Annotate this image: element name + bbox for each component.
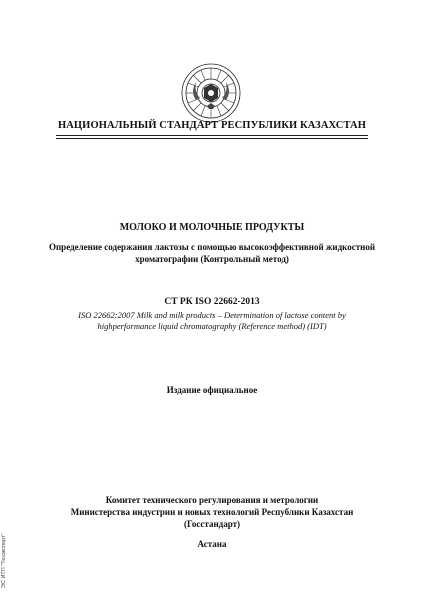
state-emblem-icon bbox=[180, 62, 242, 124]
publisher-block bbox=[40, 494, 384, 530]
standard-title: НАЦИОНАЛЬНЫЙ СТАНДАРТ РЕСПУБЛИКИ КАЗАХСТАН bbox=[57, 120, 367, 131]
margin-watermark: ЭС ИТП "Техэксперт" bbox=[1, 533, 7, 588]
publication-city: Астана bbox=[197, 539, 227, 549]
iso-reference-line-1: ISO 22662:2007 Milk and milk products – Determination of lactose content by bbox=[78, 310, 346, 320]
iso-reference bbox=[50, 310, 374, 332]
subtitle-line-1: Определение содержания лактозы с помощью высокоэффективной жидкостной bbox=[49, 242, 375, 252]
publisher-line-1: Комитет технического регулирования и метрологии bbox=[105, 495, 319, 505]
iso-reference-line-2: highperformance liquid chromatography (Reference method) (IDT) bbox=[97, 321, 327, 331]
standard-code: СТ РК ISO 22662-2013 bbox=[164, 297, 260, 307]
title-rule-thick bbox=[56, 135, 368, 136]
edition-label: Издание официальное bbox=[166, 385, 258, 395]
publisher-line-3: (Госстандарт) bbox=[184, 519, 240, 529]
document-title: МОЛОКО И МОЛОЧНЫЕ ПРОДУКТЫ bbox=[119, 222, 305, 233]
publisher-line-2: Министерства индустрии и новых технологий Республики Казахстан bbox=[70, 507, 354, 517]
title-rule-thin bbox=[56, 138, 368, 139]
subtitle-line-2: хроматографии (Контрольный метод) bbox=[135, 254, 289, 264]
document-subtitle bbox=[40, 241, 384, 265]
